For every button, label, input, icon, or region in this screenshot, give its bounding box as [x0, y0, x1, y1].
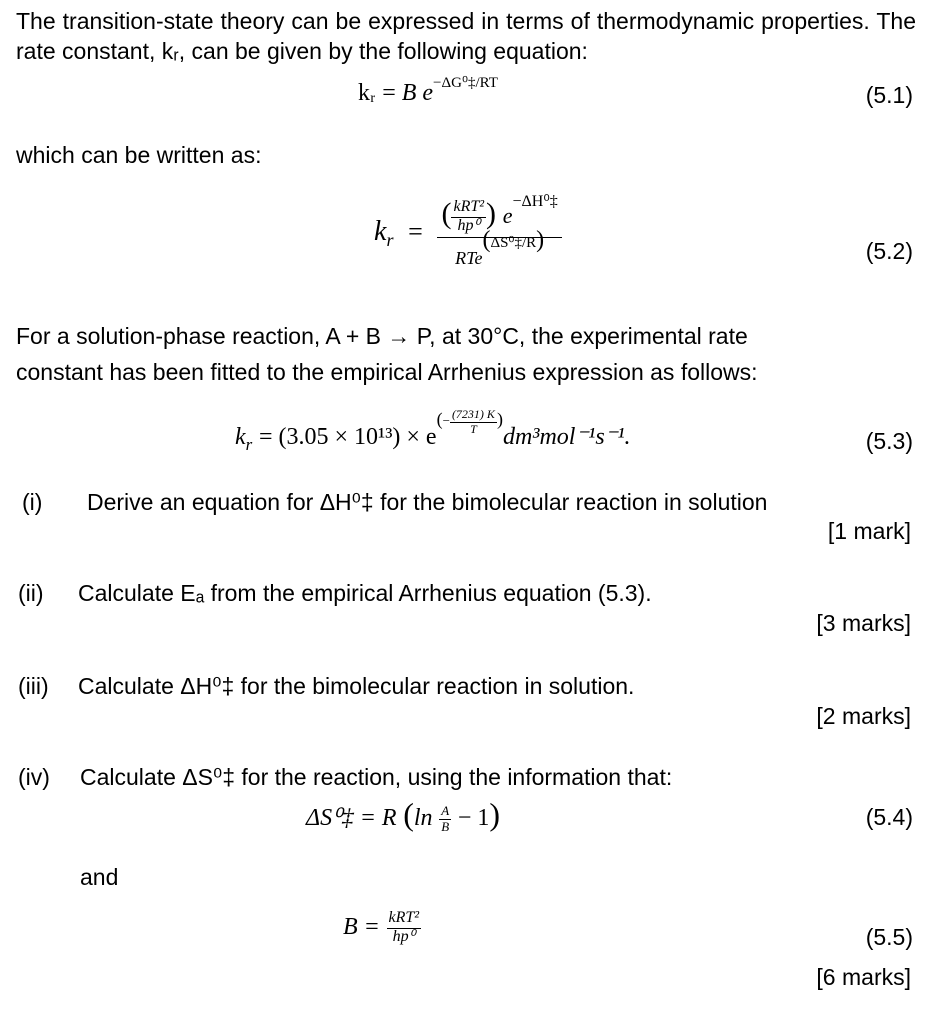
eq52-lhs-sub: r: [386, 229, 394, 250]
and-word: and: [80, 864, 119, 890]
solution-text-line-1: For a solution-phase reaction, A + B → P, at 30°C, the experimental rate: [16, 323, 748, 349]
eq53-lhs: k: [235, 424, 246, 451]
eq52-lhs: k: [374, 216, 387, 248]
equation-5-3: $k_r = (3.05 \times 10^{13}) \times e^{(- \frac{(7231) K}{T} )}dm^3mol^{-1}s^{-1}$.: [235, 407, 631, 454]
eq55-num: kRT²: [387, 910, 422, 929]
eq54-frac-den: B: [441, 818, 450, 834]
eq52-den-exp-den: R: [526, 235, 537, 252]
eq53-exp-num: (7231) K: [451, 407, 495, 421]
question-2-label: (ii): [18, 580, 44, 606]
eq55-lhs: B =: [343, 914, 380, 941]
written-as-text: which can be written as:: [16, 142, 262, 168]
eq52-main-fraction: ( $\frac{\text{kRT²}}{\text{hp⁰}}$ ) $e^{-\Delta H^0\ddagger}$ RTe$^{(\Delta S^0\ddagger/R)}$: [437, 198, 561, 270]
eq54-frac-num: A: [441, 803, 450, 819]
eq55-den: hp⁰: [392, 927, 416, 945]
eq53-prefactor: = (3.05 × 10¹³) × e: [258, 424, 437, 451]
equation-5-4: ΔS⁰‡ = R (ln $\frac{A}{B}$ − 1): [306, 796, 501, 834]
eq53-number: (5.3): [865, 428, 913, 454]
question-1-text: Derive an equation for ΔH⁰‡ for the bimolecular reaction in solution: [87, 489, 768, 515]
question-2-marks: [3 marks]: [816, 610, 911, 636]
equation-5-2: $k_r$ = ( $\frac{\text{kRT²}}{\text{hp⁰}}$ ) $e^{-\Delta H^0\ddagger}$ RTe$^{(\Delta S^0\ddagger/R)}$: [374, 198, 562, 270]
eq52-den-term: RTe: [455, 248, 483, 269]
question-4-label: (iv): [18, 764, 50, 790]
eq54-number: (5.4): [865, 804, 913, 830]
eq53-exp-den: T: [470, 421, 477, 436]
eq54-tail: − 1: [457, 805, 490, 831]
solution-text-line-2: constant has been fitted to the empirical Arrhenius expression as follows:: [16, 359, 758, 385]
question-2-text: Calculate Eₐ from the empirical Arrhenius equation (5.3).: [78, 580, 652, 606]
question-1-marks: [1 mark]: [827, 518, 911, 544]
eq52-inner-num: kRT²: [451, 199, 486, 218]
question-4-marks: [6 marks]: [816, 964, 911, 990]
eq51-exponent: −ΔG⁰‡/RT: [433, 75, 498, 91]
eq52-den-exp-num: ΔS⁰‡: [490, 235, 522, 252]
eq51-lhs: kᵣ: [358, 80, 376, 106]
eq51-rhs: B e: [401, 80, 434, 106]
eq52-num-exp: −ΔH⁰‡: [512, 193, 558, 210]
question-4-text: Calculate ΔS⁰‡ for the reaction, using the information that:: [80, 764, 673, 790]
question-3-label: (iii): [18, 673, 49, 699]
eq54-lhs: ΔS⁰‡ = R: [306, 805, 397, 831]
eq55-number: (5.5): [865, 924, 913, 950]
eq54-ln: ln: [413, 805, 433, 831]
eq53-units: dm³mol⁻¹s⁻¹.: [502, 424, 631, 451]
intro-paragraph: The transition-state theory can be expressed in terms of thermodynamic properties. The rate constant, kᵣ, can be given by the following equation:: [16, 8, 916, 64]
eq52-number: (5.2): [865, 238, 913, 264]
equation-5-5: [343, 910, 421, 946]
question-3-text: Calculate ΔH⁰‡ for the bimolecular reaction in solution.: [78, 673, 635, 699]
eq52-inner-den: hp⁰: [457, 216, 480, 234]
eq53-lhs-sub: r: [245, 434, 253, 454]
question-1-label: (i): [22, 489, 43, 515]
question-3-marks: [2 marks]: [816, 703, 911, 729]
eq51-number: (5.1): [865, 82, 913, 108]
equation-5-1: kᵣ = B $e^{-\Delta G^0\ddagger/RT}$: [358, 75, 498, 106]
eq52-num-exp-term: e: [502, 203, 513, 228]
